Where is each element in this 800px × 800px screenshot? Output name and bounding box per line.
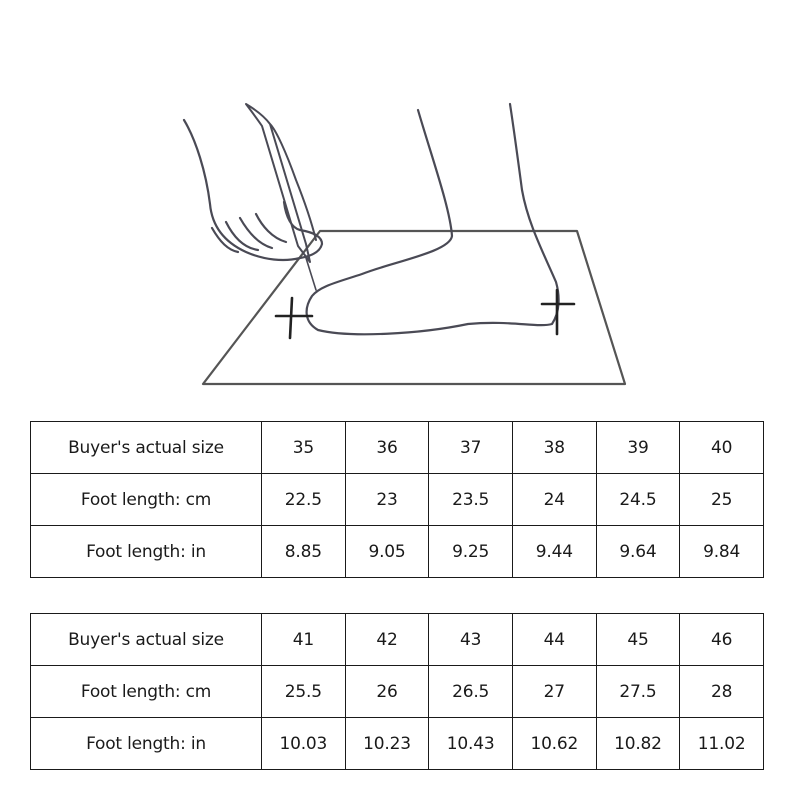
cm-cell: 28 xyxy=(680,666,764,718)
in-cell: 8.85 xyxy=(262,526,346,578)
in-cell: 9.25 xyxy=(429,526,513,578)
in-cell: 9.64 xyxy=(596,526,680,578)
cm-cell: 24.5 xyxy=(596,474,680,526)
foot-length-in-row xyxy=(31,526,764,578)
size-chart-table-2 xyxy=(30,613,764,770)
size-cell: 46 xyxy=(680,614,764,666)
size-chart-table-1 xyxy=(30,421,764,578)
in-cell: 10.82 xyxy=(596,718,680,770)
cm-cell: 27 xyxy=(512,666,596,718)
size-row xyxy=(31,422,764,474)
cm-cell: 27.5 xyxy=(596,666,680,718)
cm-cell: 26 xyxy=(345,666,429,718)
cm-cell: 22.5 xyxy=(262,474,346,526)
size-cell: 37 xyxy=(429,422,513,474)
size-cell: 41 xyxy=(262,614,346,666)
foot-length-cm-row xyxy=(31,666,764,718)
row-label: Foot length: in xyxy=(31,526,262,578)
in-cell: 9.44 xyxy=(512,526,596,578)
size-cell: 38 xyxy=(512,422,596,474)
row-label: Buyer's actual size xyxy=(31,614,262,666)
size-cell: 35 xyxy=(262,422,346,474)
size-cell: 36 xyxy=(345,422,429,474)
size-cell: 40 xyxy=(680,422,764,474)
cm-cell: 23 xyxy=(345,474,429,526)
row-label: Foot length: cm xyxy=(31,666,262,718)
size-row xyxy=(31,614,764,666)
cm-cell: 25.5 xyxy=(262,666,346,718)
cm-cell: 26.5 xyxy=(429,666,513,718)
in-cell: 10.03 xyxy=(262,718,346,770)
cm-cell: 25 xyxy=(680,474,764,526)
size-cell: 42 xyxy=(345,614,429,666)
in-cell: 10.43 xyxy=(429,718,513,770)
size-cell: 43 xyxy=(429,614,513,666)
in-cell: 9.05 xyxy=(345,526,429,578)
paper-sheet xyxy=(203,231,625,384)
row-label: Foot length: cm xyxy=(31,474,262,526)
in-cell: 10.23 xyxy=(345,718,429,770)
size-cell: 44 xyxy=(512,614,596,666)
in-cell: 9.84 xyxy=(680,526,764,578)
size-cell: 39 xyxy=(596,422,680,474)
cm-cell: 23.5 xyxy=(429,474,513,526)
foot-length-in-row xyxy=(31,718,764,770)
cm-cell: 24 xyxy=(512,474,596,526)
size-cell: 45 xyxy=(596,614,680,666)
in-cell: 10.62 xyxy=(512,718,596,770)
in-cell: 11.02 xyxy=(680,718,764,770)
hand-outline xyxy=(184,120,322,260)
foot-length-cm-row xyxy=(31,474,764,526)
row-label: Foot length: in xyxy=(31,718,262,770)
row-label: Buyer's actual size xyxy=(31,422,262,474)
